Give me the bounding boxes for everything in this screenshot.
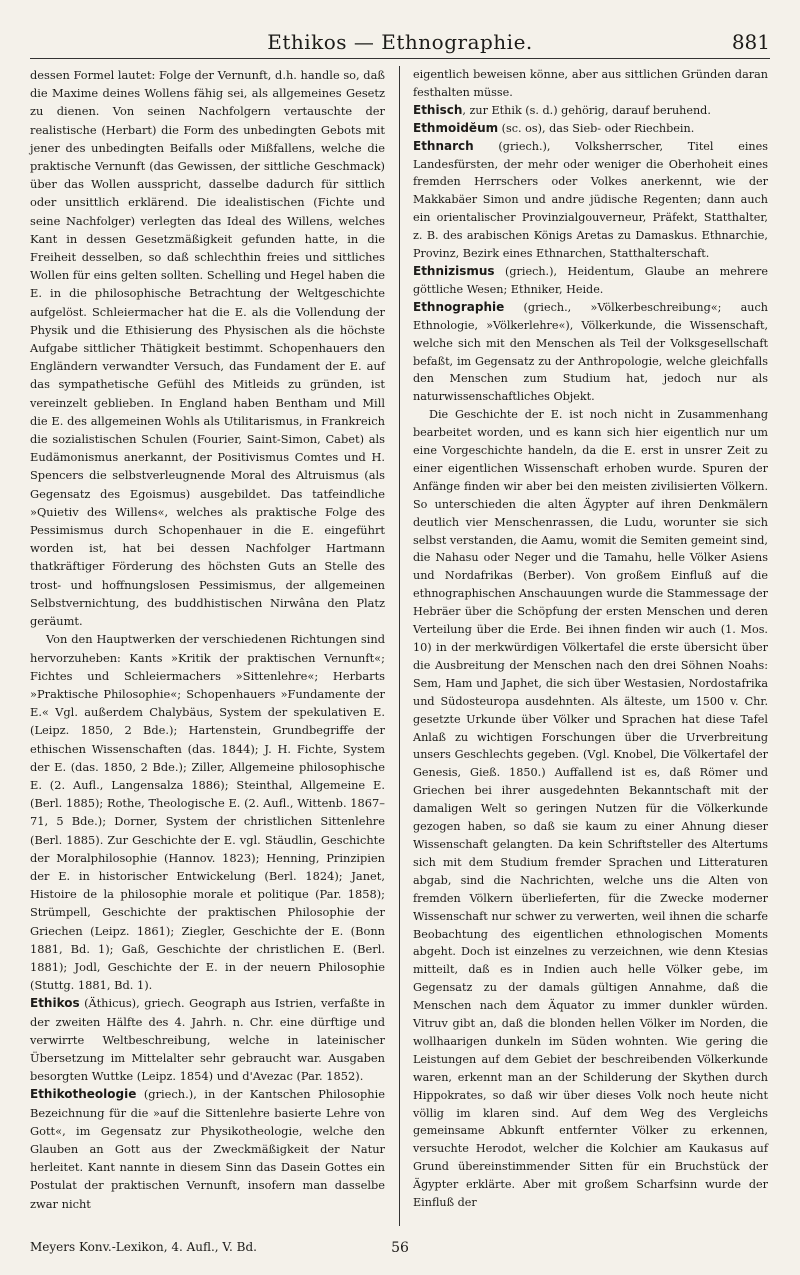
- footer-source: Meyers Konv.-Lexikon, 4. Aufl., V. Bd.: [30, 1240, 257, 1254]
- lemma-ethnizismus: Ethnizismus: [413, 263, 495, 278]
- signature-mark: 56: [391, 1240, 409, 1256]
- entry-ethmoideum-text: (sc. os), das Sieb- oder Riechbein.: [498, 121, 695, 135]
- column-divider: [399, 66, 400, 1226]
- entry-ethnizismus: [413, 263, 768, 299]
- lemma-ethnographie: Ethnographie: [413, 299, 505, 314]
- page-footer: [30, 1240, 770, 1260]
- page-number: 881: [731, 30, 770, 54]
- entry-ethisch: [413, 102, 768, 120]
- entry-ethmoideum: [413, 120, 768, 138]
- entry-ethikos-text: (Äthicus), griech. Geograph aus Istrien, verfaßte in der zweiten Hälfte des 4. Jahrh. n. Chr. eine dürftige und verwirrte Weltbeschreibung, welche in lateinischer Übersetzung im Mittelalter sehr gebraucht war. Ausgaben besorgten Wuttke (Leipz. 1854) und d'Avezac (Par. 1852).: [30, 996, 385, 1084]
- page-header: [30, 28, 770, 59]
- right-column: [413, 66, 768, 1212]
- entry-ethnographie: [413, 299, 768, 406]
- lemma-ethikotheologie: Ethikotheologie: [30, 1087, 137, 1102]
- running-title: Ethikos — Ethnographie.: [267, 30, 533, 54]
- entry-ethnizismus-text: (griech.), Heidentum, Glaube an mehrere göttliche Wesen; Ethniker, Heide.: [413, 264, 768, 296]
- lemma-ethikos: Ethikos: [30, 996, 80, 1011]
- lemma-ethnarch: Ethnarch: [413, 138, 474, 153]
- paragraph-ethnographie-history: Die Geschichte der E. ist noch nicht in Zusammenhang bearbeitet worden, und es kann sich hier eigentlich nur um eine Vorgeschichte handeln, da die E. erst in unsrer Zeit zu einer eigentlichen Wissenschaft erhoben wurde. Spuren der Anfänge finden wir aber bei den meisten zivilisierten Völkern. So unterschieden die alten Ägypter auf ihren Denkmälern deutlich vier Menschenrassen, die Ludu, worunter sie sich selbst verstanden, die Aamu, womit die Semiten gemeint sind, die Nahasu oder Neger und die Tamahu, helle Völker Asiens und Nordafrikas (Berber). Von großem Einfluß auf die ethnographischen Anschauungen wurde die Stammessage der Hebräer über die Schöpfung der ersten Menschen und deren Verteilung über die Erde. Bei ihnen finden wir auch (1. Mos. 10) in der merkwürdigen Völkertafel die erste übersicht über die Ausbreitung der Menschen nach den drei Söhnen Noahs: Sem, Ham und Japhet, die sich über Westasien, Nordostafrika und Südosteuropa ausdehnten. Als älteste, um 1500 v. Chr. gesetzte Urkunde über Völker und Sprachen hat diese Tafel Anlaß zu wichtigen Forschungen über die Urverbreitung unsers Geschlechts gegeben. (Vgl. Knobel, Die Völkertafel der Genesis, Gieß. 1850.) Auffallend ist es, daß Römer und Griechen bei ihrer ausgedehnten Bekanntschaft mit der damaligen Welt so geringen Nutzen für die Völkerkunde gezogen haben, so daß sie kaum zu einer Ahnung dieser Wissenschaft gelangten. Da kein Schriftsteller des Altertums sich mit dem Studium fremder Sprachen und Litteraturen abgab, sind die Nachrichten, welche uns die Alten von fremden Völkern überlieferten, für die Zwecke moderner Wissenschaft nur schwer zu verwerten, weil ihnen die scharfe Beobachtung des eigentlichen ethnologischen Moments abgeht. Doch ist einzelnes zu verzeichnen, wie denn Ktesias mitteilt, daß es in Indien auch helle Völker gebe, im Gegensatz zu der damals gültigen Annahme, daß die Menschen nach dem Äquator zu immer dunkler würden. Vitruv gibt an, daß die blonden hellen Völker im Norden, die wollhaarigen dunkeln im Süden wohnten. Wie gering die Leistungen auf dem Gebiet der beschreibenden Völkerkunde waren, erkennt man an der Schilderung der Skythen durch Hippokrates, so daß wir über dieses Volk noch heute nicht völlig im klaren sind. Auf dem Weg des Vergleichs gemeinsame Abkunft entfernter Völker zu erkennen, versuchte Herodot, welcher die Kolchier am Kaukasus auf Grund übereinstimmender Sitten für ein Bruchstück der Ägypter erklärte. Aber mit großem Scharfsinn wurde der Einfluß der: [413, 408, 768, 1210]
- lemma-ethisch: Ethisch: [413, 102, 463, 117]
- paragraph-ethik-continuation: dessen Formel lautet: Folge der Vernunft, d.h. handle so, daß die Maxime deines Wollens fähig sei, als allgemeines Gesetz zu dienen. Von seinen Nachfolgern vertauschte der realistische (Herbart) die Form des unbedingten Gebots mit jener des unbedingten Beifalls oder Mißfallens, welche die praktische Vernunft (das Gewissen, der sittliche Geschmack) über das Wollen ausspricht, dasselbe dadurch für sittlich oder unsittlich erklärend. Die idealistischen (Fichte und seine Nachfolger) verlegten das Ideal des Willens, welches Kant in dessen Gesetzmäßigkeit gefunden hatte, in die Freiheit desselben, so daß schlechthin freies und sittliches Wollen für eins gelten sollten. Schelling und Hegel haben die E. in die philosophische Betrachtung der Weltgeschichte aufgelöst. Schleiermacher hat die E. als die Vollendung der Physik und die Ethisierung des Physischen als die höchste Aufgabe sittlicher Thätigkeit bestimmt. Schopenhauers den Engländern verwandter Versuch, das Fundament der E. auf das sympathetische Gefühl des Mitleids zu gründen, ist vereinzelt geblieben. In England haben Bentham und Mill die E. des allgemeinen Wohls als Utilitarismus, in Frankreich die sozialistischen Schulen (Fourier, Saint-Simon, Cabet) als Eudämonismus anerkannt, der Positivismus Comtes und H. Spencers die selbstverleugnende Moral des Altruismus (als Gegensatz des Egoismus) ausgebildet. Das tatfeindliche »Quietiv des Willens«, welches als praktische Folge des Pessimismus durch Schopenhauer in die E. eingeführt worden ist, hat bei dessen Nachfolger Hartmann thatkräftiger Förderung des höchsten Guts an Stelle des trost- und hoffnungslosen Pessimismus, der allgemeinen Selbstvernichtung, des buddhistischen Nirwâna den Platz geräumt.: [30, 68, 385, 629]
- entry-ethnographie-text: (griech., »Völkerbeschreibung«; auch Ethnologie, »Völkerlehre«), Völkerkunde, die Wissenschaft, welche sich mit den Menschen als Teil der Volksgesellschaft befaßt, im Gegensatz zu der Anthropologie, welche gleichfalls den Menschen zum Studium hat, jedoch nur als naturwissenschaftliches Objekt.: [413, 300, 768, 404]
- paragraph-ethikotheologie-continuation: eigentlich beweisen könne, aber aus sittlichen Gründen daran festhalten müsse.: [413, 68, 768, 99]
- paragraph-ethik-literature: Von den Hauptwerken der verschiedenen Richtungen sind hervorzuheben: Kants »Kritik der praktischen Vernunft«; Fichtes und Schleiermachers »Sittenlehre«; Herbarts »Praktische Philosophie«; Schopenhauers »Fundamente der E.« Vgl. außerdem Chalybäus, System der spekulativen E. (Leipz. 1850, 2 Bde.); Hartenstein, Grundbegriffe der ethischen Wissenschaften (das. 1844); J. H. Fichte, System der E. (das. 1850, 2 Bde.); Ziller, Allgemeine philosophische E. (2. Aufl., Langensalza 1886); Steinthal, Allgemeine E. (Berl. 1885); Rothe, Theologische E. (2. Aufl., Wittenb. 1867–71, 5 Bde.); Dorner, System der christlichen Sittenlehre (Berl. 1885). Zur Geschichte der E. vgl. Stäudlin, Geschichte der Moralphilosophie (Hannov. 1823); Henning, Prinzipien der E. in historischer Entwickelung (Berl. 1824); Janet, Histoire de la philosophie morale et politique (Par. 1858); Strümpell, Geschichte der praktischen Philosophie der Griechen (Leipz. 1861); Ziegler, Geschichte der E. (Bonn 1881, Bd. 1); Gaß, Geschichte der christlichen E. (Berl. 1881); Jodl, Geschichte der E. in der neuern Philosophie (Stuttg. 1881, Bd. 1).: [30, 632, 385, 993]
- lemma-ethmoideum: Ethmoidĕum: [413, 120, 499, 135]
- entry-ethikotheologie-text: (griech.), in der Kantschen Philosophie Bezeichnung für die »auf die Sittenlehre basierte Lehre von Gott«, im Gegensatz zur Physikotheologie, welche den Glauben an Gott aus der Zweckmäßigkeit der Natur herleitet. Kant nannte in diesem Sinn das Dasein Gottes ein Postulat der praktischen Vernunft, insofern man dasselbe zwar nicht: [30, 1087, 385, 1211]
- entry-ethikotheologie: [30, 1085, 385, 1212]
- entry-ethnarch-text: (griech.), Volksherrscher, Titel eines Landesfürsten, der mehr oder weniger die Oberhoheit eines fremden Herrschers oder Volkes anerkennt, wie der Makkabäer Simon und andre jüdische Regenten; dann auch ein orientalischer Provinzialgouverneur, Präfekt, Statthalter, z. B. des arabischen Königs Aretas zu Damaskus. Ethnarchie, Provinz, Bezirk eines Ethnarchen, Statthalterschaft.: [413, 139, 768, 261]
- entry-ethnarch: [413, 138, 768, 263]
- entry-ethisch-text: , zur Ethik (s. d.) gehörig, darauf beruhend.: [462, 103, 711, 117]
- left-column: [30, 66, 385, 1213]
- entry-ethikos: [30, 994, 385, 1085]
